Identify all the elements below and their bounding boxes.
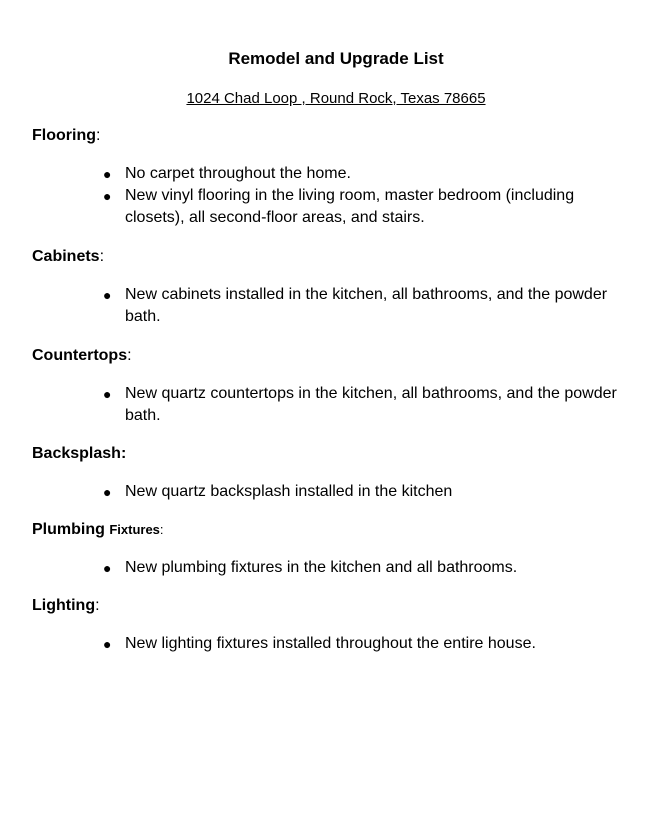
document-title: Remodel and Upgrade List <box>228 49 444 68</box>
section-heading <box>32 444 642 464</box>
section-heading <box>32 126 642 146</box>
list-item-text: New quartz backsplash installed in the kitchen <box>125 483 453 500</box>
property-address: 1024 Chad Loop , Round Rock, Texas 78665 <box>186 90 486 107</box>
bullet-list <box>32 481 642 503</box>
list-item-text: New vinyl flooring in the living room, master bedroom (including closets), all second-floor areas, and stairs. <box>125 187 575 226</box>
bullet-list <box>32 383 642 427</box>
bullet-list <box>32 633 642 655</box>
heading-colon: : <box>159 522 164 537</box>
section-heading <box>32 596 642 616</box>
section-heading <box>32 520 642 540</box>
section-heading-label: Backsplash <box>32 445 121 462</box>
heading-colon: : <box>95 127 101 144</box>
bullet-icon: ● <box>103 484 112 500</box>
list-item <box>32 284 642 328</box>
bullet-icon: ● <box>103 636 112 652</box>
list-item <box>32 557 642 579</box>
bullet-list <box>32 557 642 579</box>
list-item <box>32 185 642 229</box>
section-heading-sublabel: Fixtures <box>109 522 160 537</box>
section-flooring <box>32 126 642 229</box>
heading-colon: : <box>127 347 132 364</box>
section-heading-label: Flooring <box>32 127 96 144</box>
section-heading-label: Lighting <box>32 597 96 614</box>
section-heading <box>32 346 642 366</box>
bullet-icon: ● <box>103 166 112 182</box>
section-plumbing-fixtures <box>32 520 642 579</box>
section-heading-label: Countertops <box>32 347 128 364</box>
list-item <box>32 163 642 185</box>
list-item-text: New quartz countertops in the kitchen, all bathrooms, and the powder bath. <box>125 385 617 424</box>
list-item-text: No carpet throughout the home. <box>125 165 351 182</box>
bullet-list <box>32 163 642 229</box>
section-backsplash <box>32 444 642 503</box>
bullet-icon: ● <box>103 386 112 402</box>
bullet-list <box>32 284 642 328</box>
section-cabinets <box>32 247 642 328</box>
list-item <box>32 383 642 427</box>
bullet-icon: ● <box>103 560 112 576</box>
section-lighting <box>32 596 642 655</box>
list-item <box>32 633 642 655</box>
heading-colon: : <box>120 445 127 462</box>
heading-colon: : <box>95 597 100 614</box>
section-heading-label: Plumbing <box>32 521 105 538</box>
bullet-icon: ● <box>103 188 112 204</box>
bullet-icon: ● <box>103 287 112 303</box>
section-heading-label: Cabinets <box>32 248 100 265</box>
list-item-text: New plumbing fixtures in the kitchen and all bathrooms. <box>125 559 518 576</box>
list-item-text: New lighting fixtures installed throughout the entire house. <box>125 635 536 652</box>
list-item-text: New cabinets installed in the kitchen, all bathrooms, and the powder bath. <box>125 286 608 325</box>
section-countertops <box>32 346 642 427</box>
section-heading <box>32 247 642 267</box>
list-item <box>32 481 642 503</box>
heading-colon: : <box>99 248 105 265</box>
